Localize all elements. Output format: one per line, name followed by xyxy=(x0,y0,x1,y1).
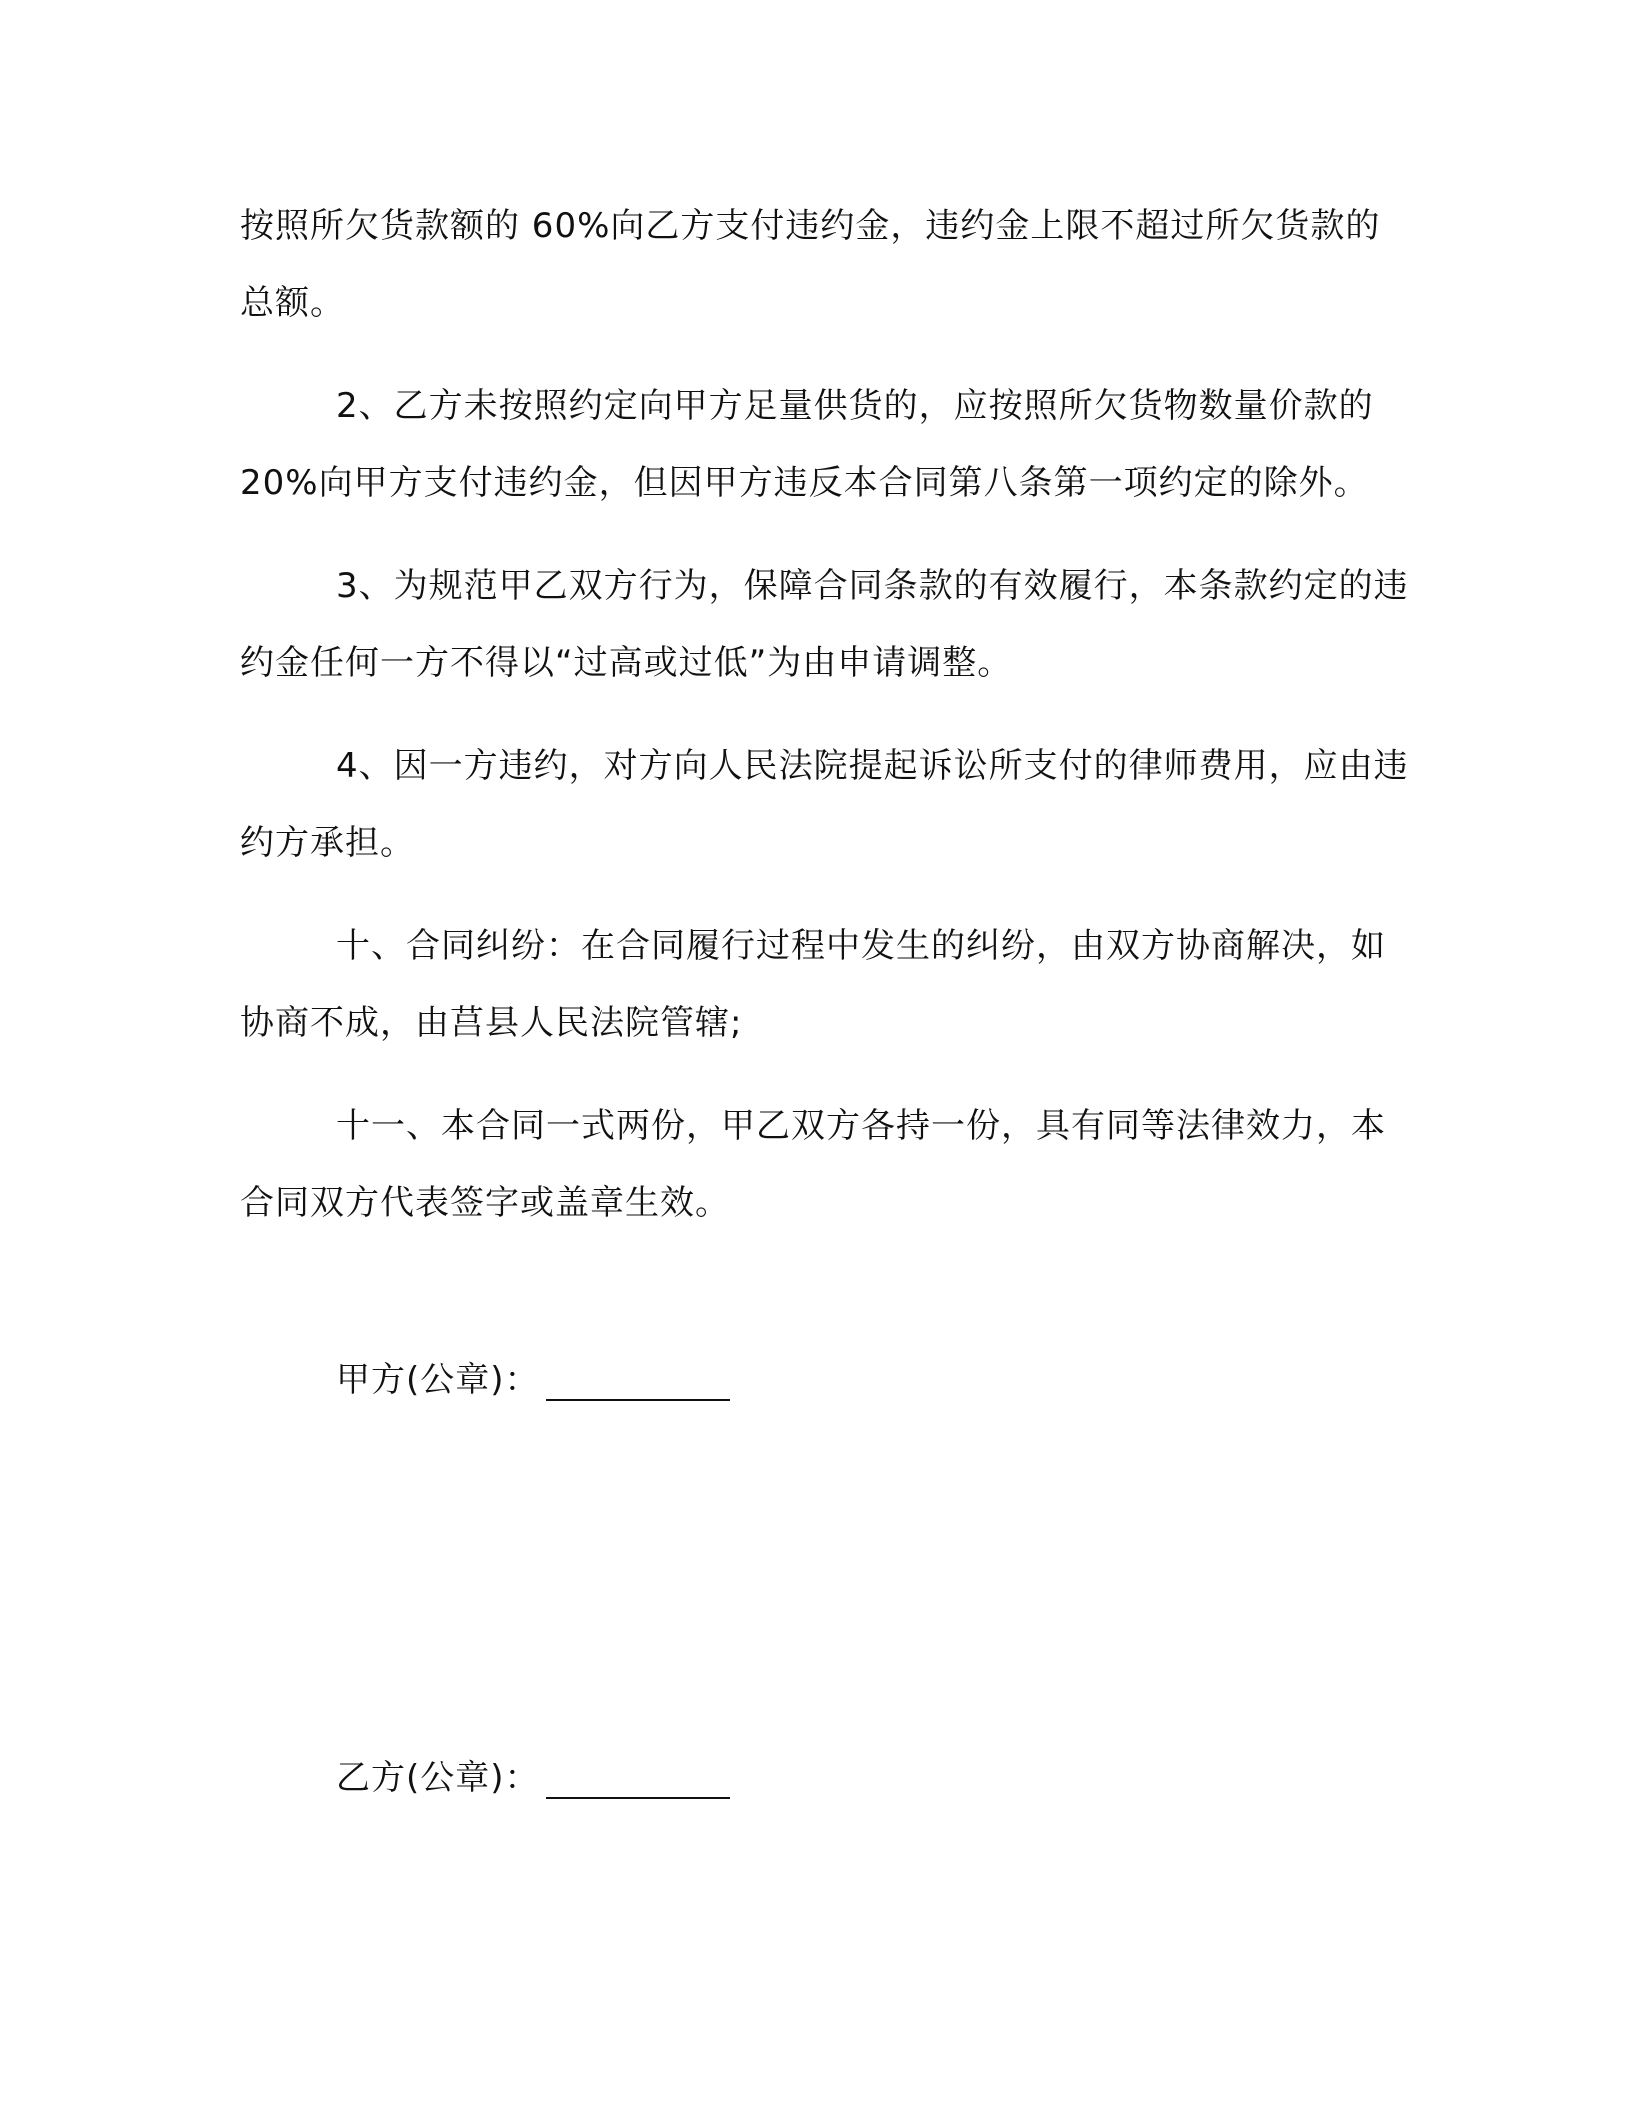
contract-body xyxy=(240,188,1410,1268)
paragraph-clause-4: 4、因一方违约，对方向人民法院提起诉讼所支付的律师费用，应由违约方承担。 xyxy=(240,746,1409,863)
paragraph-clause-3: 3、为规范甲乙双方行为，保障合同条款的有效履行，本条款约定的违约金任何一方不得以“过高或过低”为由申请调整。 xyxy=(240,566,1409,683)
party-b-signature-line xyxy=(336,1740,730,1817)
party-b-seal-blank xyxy=(546,1749,730,1799)
paragraph-penalty-continuation: 按照所欠货款额的 60%向乙方支付违约金，违约金上限不超过所欠货款的总额。 xyxy=(240,206,1381,323)
paragraph-clause-2: 2、乙方未按照约定向甲方足量供货的，应按照所欠货物数量价款的 20%向甲方支付违约金，但因甲方违反本合同第八条第一项约定的除外。 xyxy=(240,386,1374,503)
party-a-seal-blank xyxy=(546,1351,730,1401)
paragraph-article-11: 十一、本合同一式两份，甲乙双方各持一份，具有同等法律效力，本合同双方代表签字或盖章生效。 xyxy=(240,1106,1386,1223)
party-a-signature-line xyxy=(336,1342,730,1419)
paragraph-article-10: 十、合同纠纷：在合同履行过程中发生的纠纷，由双方协商解决，如协商不成，由莒县人民法院管辖; xyxy=(240,926,1386,1043)
party-b-label: 乙方(公章)： xyxy=(336,1758,540,1798)
party-a-label: 甲方(公章)： xyxy=(336,1360,540,1400)
